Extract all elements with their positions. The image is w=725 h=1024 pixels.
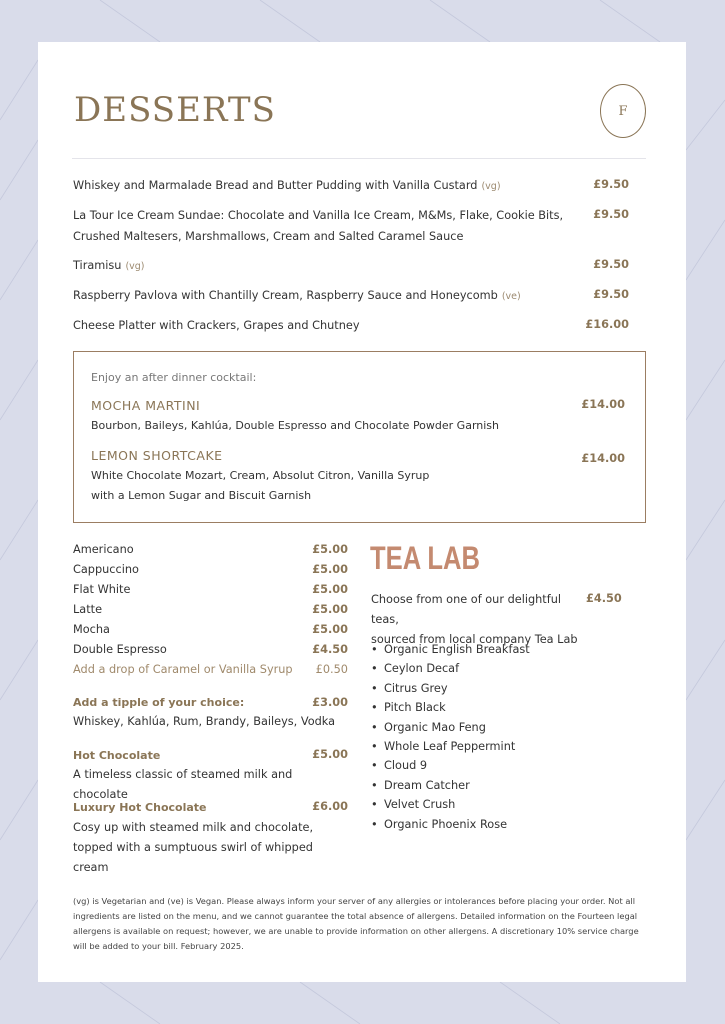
dessert-price: £16.00 bbox=[585, 318, 629, 331]
luxury-desc-line2: topped with a sumptuous swirl of whipped cream bbox=[73, 841, 313, 874]
dessert-item bbox=[73, 205, 573, 247]
dessert-item bbox=[73, 285, 573, 307]
tea-item: • Organic Mao Feng bbox=[371, 718, 530, 737]
menu-card bbox=[38, 42, 686, 982]
tipple-desc: Whiskey, Kahlúa, Rum, Brandy, Baileys, Vodka bbox=[73, 715, 336, 728]
menu-title: DESSERTS bbox=[74, 90, 276, 130]
coffee-price: £5.00 bbox=[312, 543, 348, 556]
coffee-price: £5.00 bbox=[312, 623, 348, 636]
tea-price: £4.50 bbox=[586, 592, 622, 605]
coffee-price: £5.00 bbox=[312, 603, 348, 616]
tea-item: • Citrus Grey bbox=[371, 679, 530, 698]
coffee-item: Cappuccino bbox=[73, 563, 139, 576]
syrup-price: £0.50 bbox=[315, 663, 348, 676]
tea-item: • Ceylon Decaf bbox=[371, 659, 530, 678]
coffee-item: Flat White bbox=[73, 583, 131, 596]
allergen-footer: (vg) is Vegetarian and (ve) is Vegan. Please always inform your server of any allergies or intolerances before placing your order. Not all ingredients are listed on the menu, and we cannot guarantee the total absence of allergens. Detailed information on the Fourteen legal allergens is available on request; however, we are unable to provide information on other allergens. A discretionary 10% service charge will be added to your bill. February 2025. bbox=[73, 896, 639, 951]
cocktail-price: £14.00 bbox=[581, 452, 625, 465]
dessert-price: £9.50 bbox=[593, 178, 629, 191]
tea-item: • Whole Leaf Peppermint bbox=[371, 737, 530, 756]
coffee-item: Latte bbox=[73, 603, 103, 616]
cocktail-box bbox=[73, 351, 646, 523]
coffee-item: Americano bbox=[73, 543, 134, 556]
divider bbox=[72, 158, 646, 159]
tea-item: • Organic Phoenix Rose bbox=[371, 815, 530, 834]
dessert-name-line2: Crushed Maltesers, Marshmallows, Cream and Salted Caramel Sauce bbox=[73, 230, 464, 243]
dessert-item bbox=[73, 175, 573, 197]
cocktail-desc bbox=[91, 466, 531, 506]
luxury-hot-chocolate-price: £6.00 bbox=[312, 800, 348, 813]
tipple-price: £3.00 bbox=[312, 696, 348, 709]
hot-chocolate-title: Hot Chocolate bbox=[73, 749, 161, 762]
cocktail-name: LEMON SHORTCAKE bbox=[91, 448, 223, 463]
tea-item: • Velvet Crush bbox=[371, 795, 530, 814]
coffee-price: £4.50 bbox=[312, 643, 348, 656]
hot-chocolate-price: £5.00 bbox=[312, 748, 348, 761]
tea-item: • Cloud 9 bbox=[371, 756, 530, 775]
dessert-name: Tiramisu bbox=[73, 259, 122, 272]
coffee-item: Double Espresso bbox=[73, 643, 167, 656]
dessert-price: £9.50 bbox=[593, 258, 629, 271]
coffee-price: £5.00 bbox=[312, 583, 348, 596]
cocktail-intro: Enjoy an after dinner cocktail: bbox=[91, 371, 257, 384]
dessert-price: £9.50 bbox=[593, 288, 629, 301]
dessert-name: La Tour Ice Cream Sundae: Chocolate and Vanilla Ice Cream, M&Ms, Flake, Cookie Bits, bbox=[73, 209, 564, 222]
dessert-name: Cheese Platter with Crackers, Grapes and Chutney bbox=[73, 319, 360, 332]
dietary-tag: (ve) bbox=[501, 291, 521, 302]
tea-item: • Dream Catcher bbox=[371, 776, 530, 795]
dessert-item bbox=[73, 315, 573, 336]
tea-intro-line1: Choose from one of our delightful teas, bbox=[371, 593, 562, 626]
coffee-price: £5.00 bbox=[312, 563, 348, 576]
coffee-item: Mocha bbox=[73, 623, 110, 636]
dessert-name: Whiskey and Marmalade Bread and Butter Pudding with Vanilla Custard bbox=[73, 179, 478, 192]
tea-item: • Organic English Breakfast bbox=[371, 640, 530, 659]
logo bbox=[600, 84, 646, 138]
dietary-tag: (vg) bbox=[125, 261, 145, 272]
dietary-tag: (vg) bbox=[481, 181, 501, 192]
cocktail-name: MOCHA MARTINI bbox=[91, 398, 201, 413]
hot-chocolate-desc: A timeless classic of steamed milk and chocolate bbox=[73, 768, 293, 801]
tea-item: • Pitch Black bbox=[371, 698, 530, 717]
dessert-item bbox=[73, 255, 573, 277]
cocktail-desc: Bourbon, Baileys, Kahlúa, Double Espresso and Chocolate Powder Garnish bbox=[91, 419, 500, 432]
syrup-addon: Add a drop of Caramel or Vanilla Syrup bbox=[73, 663, 293, 676]
dessert-name: Raspberry Pavlova with Chantilly Cream, Raspberry Sauce and Honeycomb bbox=[73, 289, 498, 302]
tea-list bbox=[371, 640, 530, 834]
dessert-price: £9.50 bbox=[593, 208, 629, 221]
cocktail-desc-line1: White Chocolate Mozart, Cream, Absolut Citron, Vanilla Syrup bbox=[91, 469, 430, 482]
luxury-hot-chocolate-desc bbox=[73, 818, 343, 878]
tea-intro-line2: sourced from local company Tea Lab bbox=[371, 633, 578, 646]
tipple-title: Add a tipple of your choice: bbox=[73, 696, 245, 709]
logo-letter: F bbox=[618, 103, 628, 119]
cocktail-price: £14.00 bbox=[581, 398, 625, 411]
luxury-desc-line1: Cosy up with steamed milk and chocolate, bbox=[73, 821, 314, 834]
luxury-hot-chocolate-title: Luxury Hot Chocolate bbox=[73, 801, 207, 814]
cocktail-desc-line2: with a Lemon Sugar and Biscuit Garnish bbox=[91, 489, 312, 502]
tea-lab-title: TEA LAB bbox=[370, 540, 480, 576]
